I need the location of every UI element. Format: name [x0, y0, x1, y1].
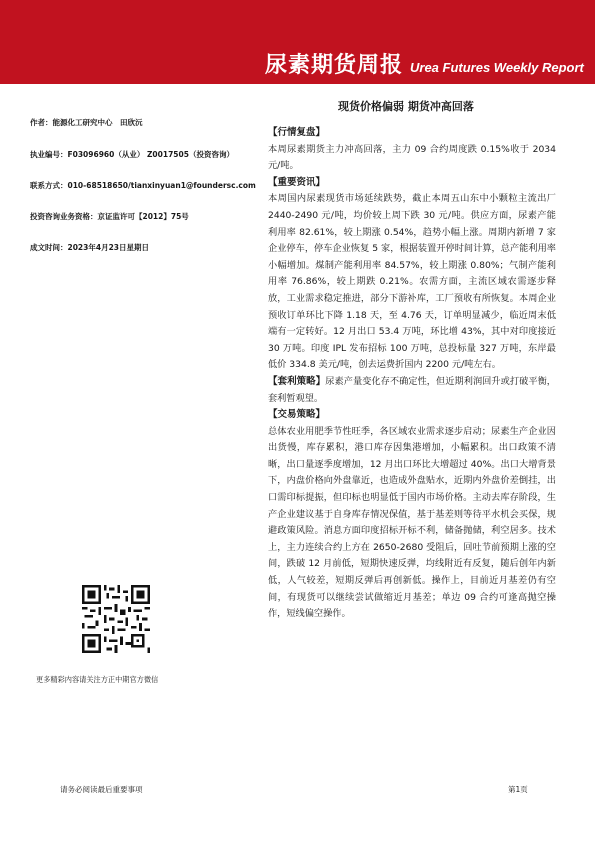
- section-heading-arbitrage: 【套利策略】: [268, 375, 326, 387]
- section-body-arbitrage: 尿素产量变化存不确定性，但近期利润回升或打破平衡，套利暂观望。: [268, 375, 556, 404]
- section-heading-market-review: 【行情复盘】: [268, 127, 326, 138]
- page-number: 第1页: [508, 785, 528, 794]
- qualification-line: 投资咨询业务资格：京证监许可【2012】75号: [30, 212, 189, 221]
- section-arbitrage: [268, 374, 556, 407]
- section-body-market-review: 本周尿素期货主力冲高回落，主力 09 合约周度跌 0.15%收于 2034 元/吨。: [268, 143, 556, 172]
- author-line: 作者：能源化工研究中心 田欣沅: [30, 118, 143, 127]
- qr-caption: 更多精彩内容请关注方正中期官方微信: [36, 675, 159, 684]
- footer-disclaimer: 请务必阅读最后重要事项: [60, 785, 143, 794]
- report-title: 现货价格偏弱 期货冲高回落: [338, 100, 474, 113]
- section-body-trading: 总体农业用肥季节性旺季，各区域农业需求逐步启动；尿素生产企业因出货慢，库存累积，港口库存因集港增加，小幅累积。出口政策不清晰，出口量逐季度增加，12 月出口环比大增超过 40%。出口大增背景下，内盘价格向外盘靠近，也造成外盘贴水，近期内外盘价差倒挂，出口需印标提振，但印标也明显低于国内市场价格。主动去库存阶段，生产企业建议基于自身库存情况保值，基于基差则等待平水机会买保，规避政策风险。消息方面印度招标开标不利，储备抛储，利空居多。技术上，主力连续合约上方在 2650-2680 受阻后，回吐节前预期上涨的空间，跌破 12 月前低，短期快速反弹，均线附近有反复，随后创年内新低，人气较差，短期反弹后再创新低。操作上，目前近月基差仍有空间，有现货可以继续尝试做缩近月基差；单边 09 合约可逢高抛空操作，短线偏空操作。: [268, 425, 556, 620]
- contact-line: 联系方式：010-68518650/tianxinyuan1@foundersc.com: [30, 181, 256, 190]
- header-banner: [0, 0, 595, 84]
- report-series-title-en: Urea Futures Weekly Report: [410, 60, 584, 75]
- wechat-qr-code: [82, 585, 150, 653]
- report-series-title-cn: 尿素期货周报: [265, 53, 404, 78]
- section-body-key-info: 本周国内尿素现货市场延续跌势，截止本周五山东中小颗粒主流出厂 2440-2490 元/吨，均价较上周下跌 30 元/吨。供应方面，尿素产能利用率 82.61%，较上期涨 0.54%，趋势小幅上涨。周期内新增 7 家企业停车，停车企业恢复 5 家，根据装置开停时间计算，总产能利用率小幅增加。煤制产能利用率 84.57%，较上期涨 0.80%；气制产能利用率 76.86%，较上期跌 0.21%。农需方面，主流区域农需逐步释放，工业需求稳定推进，部分下游补库，工厂预收有所恢复。本周企业预收订单环比下降 1.18 天，至 4.76 天，订单明显减少，临近周末低端有一定转好。12 月出口 53.4 万吨，环比增 43%，其中对印度接近 30 万吨。印度 IPL 发布招标 100 万吨，总投标量 327 万吨，东岸最低价 334.8 美元/吨，创去运费折国内 2200 元/吨左右。: [268, 193, 556, 371]
- report-body: [268, 125, 556, 623]
- section-heading-trading: 【交易策略】: [268, 409, 326, 421]
- date-line: 成文时间：2023年4月23日星期日: [30, 243, 150, 252]
- section-heading-key-info: 【重要资讯】: [268, 176, 326, 188]
- license-line: 执业编号：F03096960（从业） Z0017505（投资咨询）: [30, 150, 234, 159]
